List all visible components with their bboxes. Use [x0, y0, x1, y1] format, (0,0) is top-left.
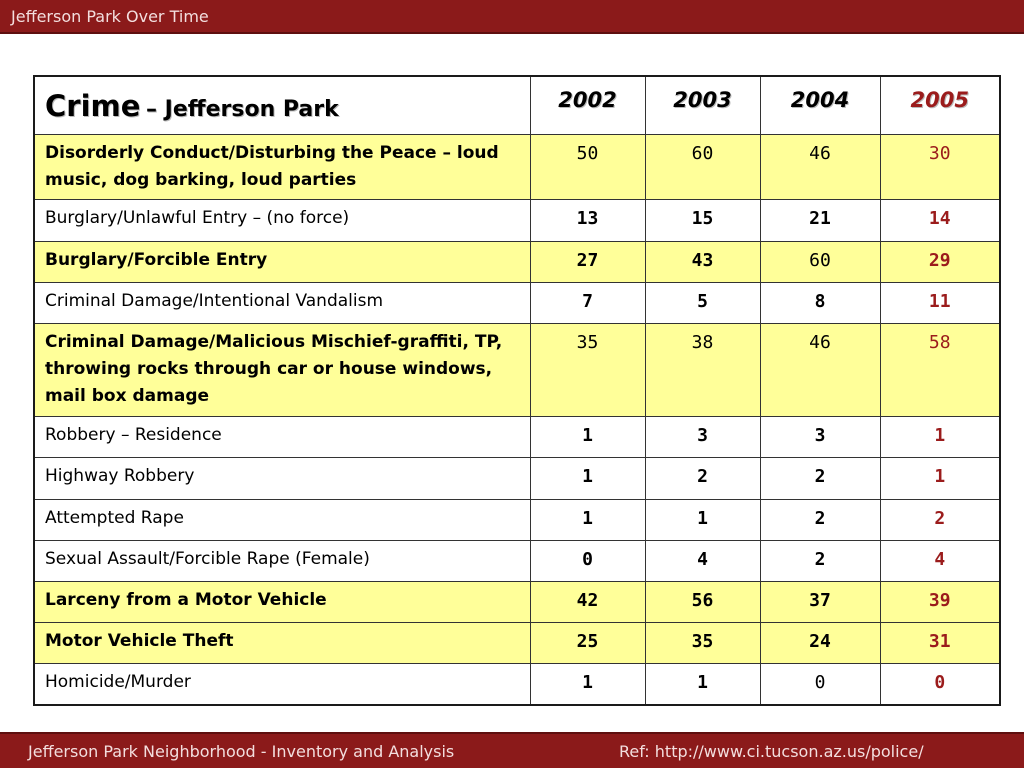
row-label: Attempted Rape	[34, 499, 530, 540]
table-row	[34, 282, 1000, 323]
row-label: Homicide/Murder	[34, 663, 530, 705]
cell-value: 35	[645, 622, 760, 663]
table-title-main: Crime	[45, 89, 141, 123]
cell-value: 31	[880, 622, 1000, 663]
table-row	[34, 581, 1000, 622]
row-label: Motor Vehicle Theft	[34, 622, 530, 663]
row-label: Criminal Damage/Malicious Mischief-graffiti, TP, throwing rocks through car or house windows, mail box damage	[34, 323, 530, 416]
footer-reference: Ref: http://www.ci.tucson.az.us/police/	[619, 742, 924, 761]
table-row	[34, 457, 1000, 499]
cell-value: 1	[530, 416, 645, 457]
table-row	[34, 622, 1000, 663]
cell-value: 43	[645, 241, 760, 282]
cell-value: 2	[760, 499, 880, 540]
cell-value: 1	[880, 457, 1000, 499]
cell-value: 56	[645, 581, 760, 622]
cell-value: 0	[530, 540, 645, 581]
row-label: Sexual Assault/Forcible Rape (Female)	[34, 540, 530, 581]
cell-value: 8	[760, 282, 880, 323]
table-row	[34, 323, 1000, 416]
cell-value: 37	[760, 581, 880, 622]
year-header-2005: 2005	[880, 76, 1000, 134]
table-title-sub: – Jefferson Park	[146, 97, 339, 122]
cell-value: 25	[530, 622, 645, 663]
footer-left-text: Jefferson Park Neighborhood - Inventory and Analysis	[28, 742, 455, 761]
row-label: Disorderly Conduct/Disturbing the Peace – loud music, dog barking, loud parties	[34, 134, 530, 199]
table-row	[34, 416, 1000, 457]
cell-value: 1	[645, 499, 760, 540]
cell-value: 2	[760, 540, 880, 581]
year-header-2002: 2002	[530, 76, 645, 134]
cell-value: 11	[880, 282, 1000, 323]
row-label: Larceny from a Motor Vehicle	[34, 581, 530, 622]
cell-value: 42	[530, 581, 645, 622]
table-row	[34, 241, 1000, 282]
row-label: Criminal Damage/Intentional Vandalism	[34, 282, 530, 323]
top-title-bar	[0, 0, 1024, 34]
row-label: Burglary/Forcible Entry	[34, 241, 530, 282]
cell-value: 39	[880, 581, 1000, 622]
cell-value: 4	[645, 540, 760, 581]
table-row	[34, 663, 1000, 705]
cell-value: 27	[530, 241, 645, 282]
cell-value: 2	[645, 457, 760, 499]
cell-value: 5	[645, 282, 760, 323]
cell-value: 1	[530, 499, 645, 540]
cell-value: 0	[760, 663, 880, 705]
cell-value: 38	[645, 323, 760, 416]
cell-value: 14	[880, 199, 1000, 241]
cell-value: 30	[880, 134, 1000, 199]
slide-title: Jefferson Park Over Time	[11, 7, 209, 26]
cell-value: 1	[645, 663, 760, 705]
cell-value: 2	[760, 457, 880, 499]
cell-value: 15	[645, 199, 760, 241]
cell-value: 58	[880, 323, 1000, 416]
row-label: Burglary/Unlawful Entry – (no force)	[34, 199, 530, 241]
cell-value: 60	[760, 241, 880, 282]
table-row	[34, 199, 1000, 241]
table-title-cell	[34, 76, 530, 134]
table-header-row	[34, 76, 1000, 134]
year-header-2004: 2004	[760, 76, 880, 134]
cell-value: 50	[530, 134, 645, 199]
year-header-2003: 2003	[645, 76, 760, 134]
cell-value: 21	[760, 199, 880, 241]
cell-value: 3	[760, 416, 880, 457]
table-row	[34, 540, 1000, 581]
crime-table	[33, 75, 1001, 706]
cell-value: 4	[880, 540, 1000, 581]
cell-value: 1	[880, 416, 1000, 457]
cell-value: 46	[760, 134, 880, 199]
cell-value: 13	[530, 199, 645, 241]
cell-value: 2	[880, 499, 1000, 540]
cell-value: 24	[760, 622, 880, 663]
cell-value: 29	[880, 241, 1000, 282]
table-row	[34, 134, 1000, 199]
row-label: Highway Robbery	[34, 457, 530, 499]
cell-value: 7	[530, 282, 645, 323]
cell-value: 35	[530, 323, 645, 416]
cell-value: 1	[530, 663, 645, 705]
row-label: Robbery – Residence	[34, 416, 530, 457]
cell-value: 0	[880, 663, 1000, 705]
table-row	[34, 499, 1000, 540]
footer-bar	[0, 732, 1024, 768]
cell-value: 46	[760, 323, 880, 416]
cell-value: 3	[645, 416, 760, 457]
cell-value: 1	[530, 457, 645, 499]
cell-value: 60	[645, 134, 760, 199]
